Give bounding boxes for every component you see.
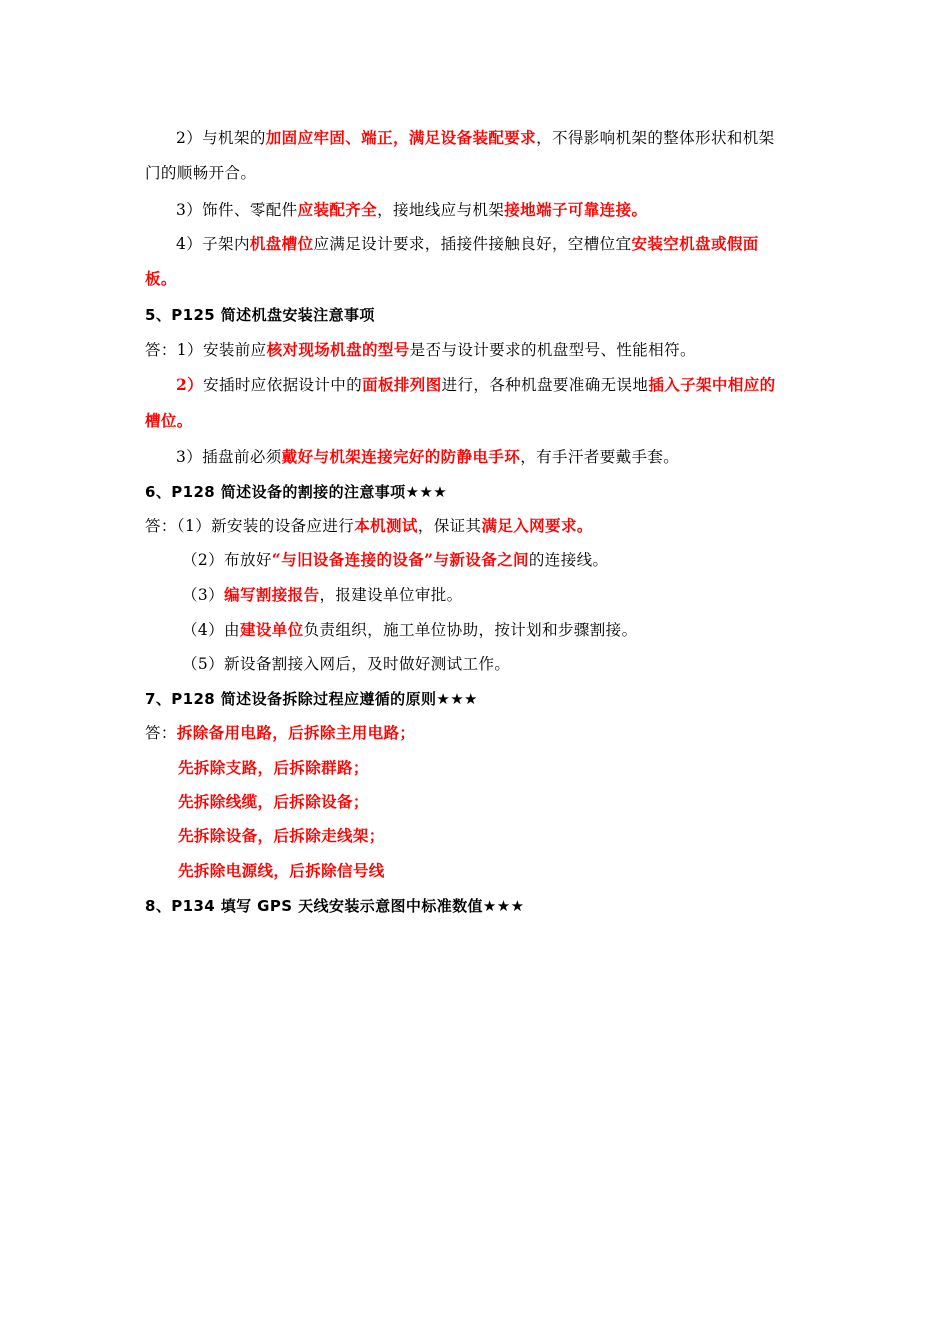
s4-line-2: [176, 199, 647, 221]
text: 4）子架内: [176, 235, 250, 253]
text: （2）布放好: [182, 551, 272, 569]
section-8-heading: 8、P134 填写 GPS 天线安装示意图中标准数值★★★: [145, 897, 525, 915]
emphasis-text: 。: [631, 200, 648, 219]
emphasis-text: 接地端子可靠连接: [504, 200, 632, 219]
s6-line-2: [182, 549, 608, 571]
s6-line-5: （5）新设备割接入网后，及时做好测试工作。: [182, 655, 511, 673]
s7-item-4: 先拆除设备，后拆除走线架；: [178, 826, 385, 845]
text: 应满足设计要求，插接件接触良好，空槽位宜: [313, 235, 632, 253]
text: 安插时应依据设计中的: [203, 376, 363, 394]
emphasis-text: 2）: [176, 375, 204, 394]
emphasis-text: 戴好与机架连接完好的防静电手环: [281, 447, 521, 466]
text: 答：: [145, 724, 177, 742]
text: （4）由: [182, 621, 240, 639]
emphasis-text: 机盘槽位: [249, 234, 314, 253]
emphasis-text: 拆除备用电路，后拆除主用电路；: [176, 723, 416, 742]
emphasis-text: 满足入网要求。: [481, 516, 593, 535]
text: 负责组织，施工单位协助，按计划和步骤割接。: [303, 621, 638, 639]
section-5-heading: 5、P125 简述机盘安装注意事项: [145, 306, 375, 324]
s5-line-1: [145, 339, 696, 361]
text: 3）饰件、零配件: [176, 201, 298, 219]
s7-item-1: [145, 722, 415, 744]
s7-item-5: 先拆除电源线，后拆除信号线: [178, 861, 385, 880]
emphasis-text: 核对现场机盘的型号: [266, 340, 410, 359]
text: 答：（1）新安装的设备应进行: [145, 517, 355, 535]
emphasis-text: 本机测试: [354, 516, 418, 535]
text: ，有手汗者要戴手套。: [520, 448, 680, 466]
text: 是否与设计要求的机盘型号、性能相符。: [409, 341, 696, 359]
text: 答：1）安装前应: [145, 341, 267, 359]
s4-line-1: [176, 127, 775, 149]
text: ，接地线应与机架: [377, 201, 505, 219]
emphasis-text: 加固应牢固、端正，满足设备装配要求: [265, 128, 537, 147]
text: ，不得影响机架的整体形状和机架: [536, 129, 775, 147]
s7-item-3: 先拆除线缆，后拆除设备；: [178, 792, 369, 811]
text: ，保证其: [417, 517, 482, 535]
text: 2）与机架的: [176, 129, 266, 147]
emphasis-text: “与旧设备连接的设备”与新设备之间: [271, 550, 529, 569]
emphasis-text: 应装配齐全: [297, 200, 378, 219]
text: ，报建设单位审批。: [319, 586, 463, 604]
text: 进行，各种机盘要准确无误地: [441, 376, 649, 394]
s5-line-2: [176, 374, 776, 396]
emphasis-text: 面板排列图: [362, 375, 442, 394]
s6-line-3: [182, 584, 463, 606]
s6-line-4: [182, 619, 637, 641]
text: 3）插盘前必须: [176, 448, 282, 466]
emphasis-text: 安装空机盘或假面: [631, 234, 759, 253]
s5-line-3: [176, 446, 679, 468]
emphasis-text: 插入子架中相应的: [648, 375, 776, 394]
s5-line-2b: 槽位。: [145, 411, 193, 430]
text: （3）: [182, 586, 225, 604]
emphasis-text: 编写割接报告: [224, 585, 320, 604]
s6-line-1: [145, 515, 593, 537]
text: 的连接线。: [528, 551, 609, 569]
emphasis-text: 建设单位: [239, 620, 304, 639]
section-6-heading: 6、P128 简述设备的割接的注意事项★★★: [145, 483, 448, 501]
s4-line-3: [176, 233, 759, 255]
s4-line-3b: 板。: [145, 269, 177, 288]
section-7-heading: 7、P128 简述设备拆除过程应遵循的原则★★★: [145, 690, 478, 708]
s4-line-1b: 门的顺畅开合。: [145, 164, 257, 182]
s7-item-2: 先拆除支路，后拆除群路；: [178, 758, 369, 777]
